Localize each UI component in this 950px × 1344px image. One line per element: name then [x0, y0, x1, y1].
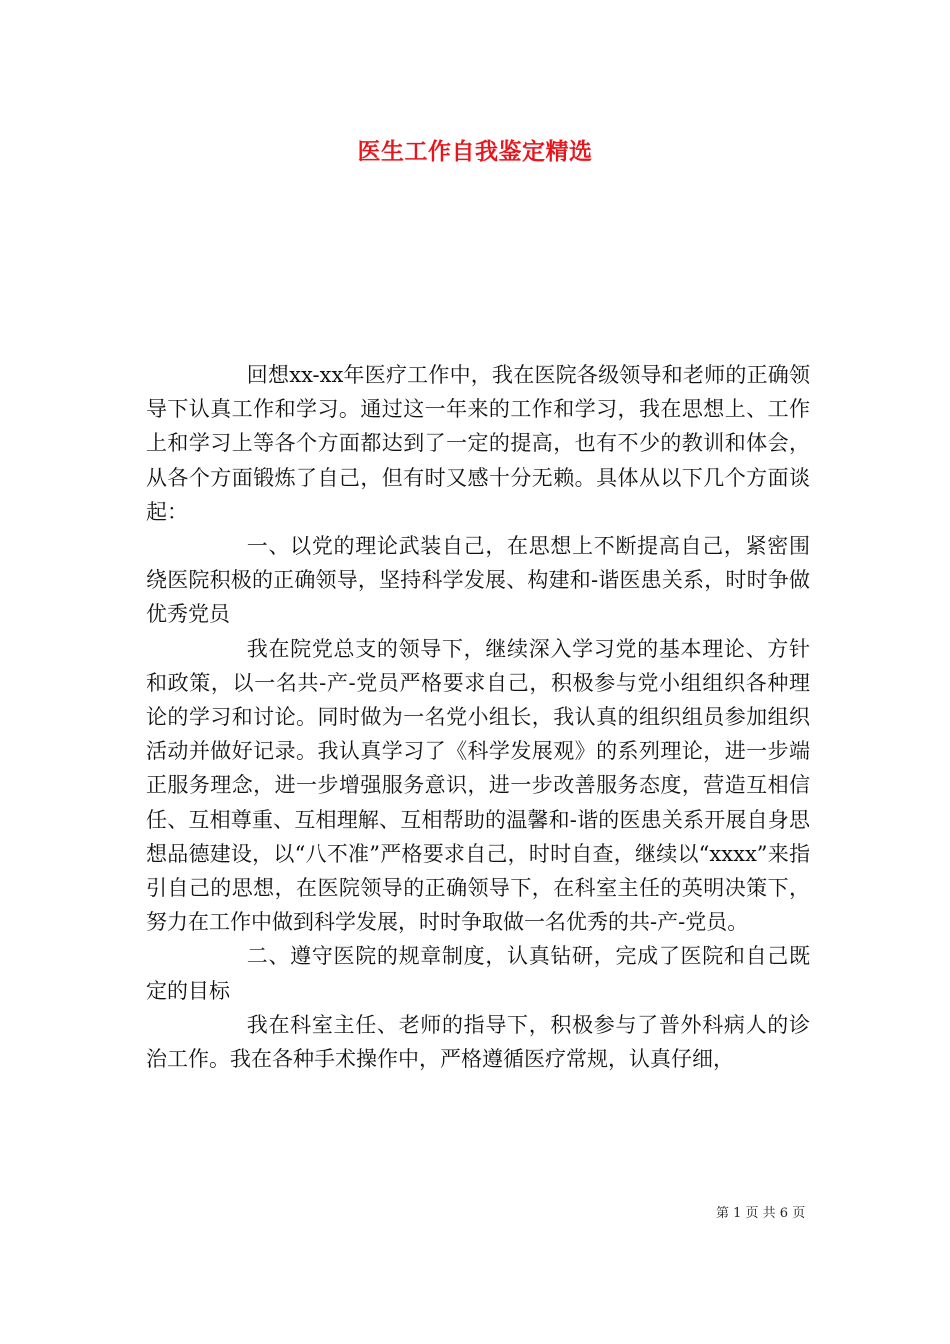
paragraph: 我在院党总支的领导下，继续深入学习党的基本理论、方针和政策，以一名共-产-党员严格要求自己，积极参与党小组组织各种理论的学习和讨论。同时做为一名党小组长，我认真的组织组员参加组织活动并做好记录。我认真学习了《科学发展观》的系列理论，进一步端正服务理念，进一步增强服务意识，进一步改善服务态度，营造互相信任、互相尊重、互相理解、互相帮助的温馨和-谐的医患关系开展自身思想品德建设，以“八不准”严格要求自己，时时自查，继续以“xxxx”来指引自己的思想，在医院领导的正确领导下，在科室主任的英明决策下，努力在工作中做到科学发展，时时争取做一名优秀的共-产-党员。 — [146, 636, 810, 935]
paragraph: 回想xx-xx年医疗工作中，我在医院各级领导和老师的正确领导下认真工作和学习。通过这一年来的工作和学习，我在思想上、工作上和学习上等各个方面都达到了一定的提高，也有不少的教训和体会，从各个方面锻炼了自己，但有时又感十分无赖。具体从以下几个方面谈起： — [146, 363, 810, 524]
paragraph: 二、遵守医院的规章制度，认真钻研，完成了医院和自己既定的目标 — [146, 944, 810, 1003]
paragraph: 我在科室主任、老师的指导下，积极参与了普外科病人的诊治工作。我在各种手术操作中，严格遵循医疗常规，认真仔细， — [146, 1012, 810, 1072]
document-body — [146, 358, 810, 1076]
document-title: 医生工作自我鉴定精选 — [357, 138, 593, 165]
page-number-footer: 第 1 页 共 6 页 — [716, 1206, 806, 1221]
paragraph: 一、以党的理论武装自己，在思想上不断提高自己，紧密围绕医院积极的正确领导，坚持科学发展、构建和-谐医患关系，时时争做优秀党员 — [146, 534, 810, 627]
